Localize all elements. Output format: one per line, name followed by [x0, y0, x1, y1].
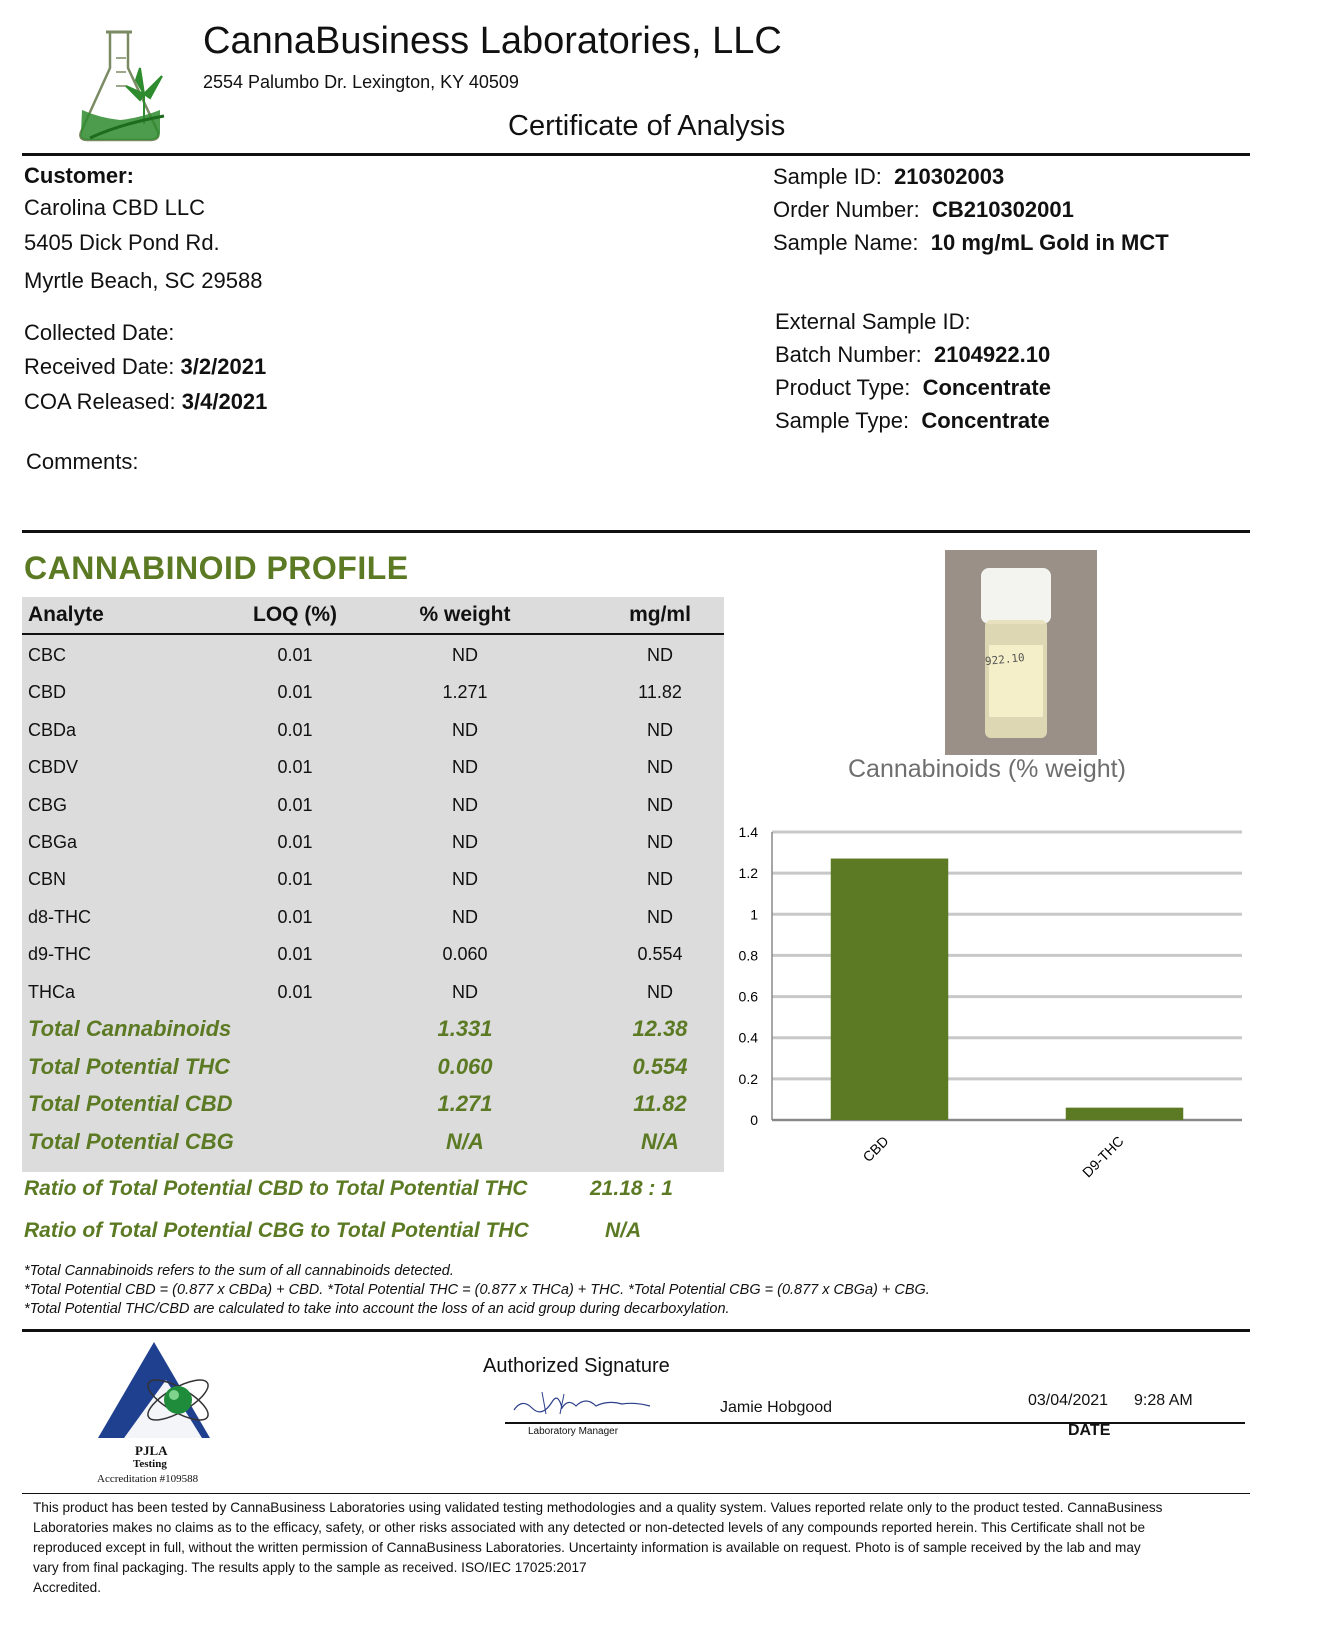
weight-cell: ND — [452, 794, 478, 815]
customer-label: Customer: — [24, 163, 135, 188]
header-analyte: Analyte — [28, 603, 104, 626]
signer-role: Laboratory Manager — [528, 1426, 619, 1437]
product-type: Product Type: Concentrate — [775, 375, 1051, 400]
lab-name: CannaBusiness Laboratories, LLC — [203, 20, 782, 62]
loq-cell: 0.01 — [277, 906, 313, 927]
mgml-cell: ND — [647, 906, 673, 927]
y-tick-label: 1.2 — [738, 865, 758, 882]
loq-cell: 0.01 — [277, 794, 313, 815]
customer-city: Myrtle Beach, SC 29588 — [24, 268, 263, 293]
analyte-cell: CBGa — [28, 832, 78, 852]
analyte-cell: CBD — [28, 682, 67, 703]
disclaimer-line: Laboratories makes no claims as to the efficacy, safety, or other risks associated with any detected or non-detected levels of any compounds reported herein. This Certificate shall not be — [33, 1520, 1145, 1535]
ratio-cbg-thc-label: Ratio of Total Potential CBG to Total Potential THC — [24, 1219, 529, 1242]
profile-title: CANNABINOID PROFILE — [24, 550, 409, 586]
batch-number: Batch Number: 2104922.10 — [775, 342, 1051, 367]
weight-cell: ND — [452, 645, 478, 665]
ratio-cbd-thc-value: 21.18 : 1 — [590, 1177, 673, 1200]
weight-cell: ND — [452, 757, 478, 778]
weight-cell: ND — [452, 906, 478, 927]
y-tick-label: 1.4 — [738, 824, 758, 840]
disclaimer-line: vary from final packaging. The results apply to the sample as received. ISO/IEC 17025:2017 — [33, 1560, 587, 1575]
handwritten-signature — [512, 1388, 652, 1420]
mgml-cell: ND — [647, 645, 673, 665]
y-tick-label: 0.8 — [738, 947, 758, 964]
pjla-logo — [94, 1340, 214, 1440]
loq-cell: 0.01 — [277, 869, 313, 890]
bar-cbd — [831, 859, 949, 1120]
total-weight: 0.060 — [437, 1053, 493, 1079]
coa-released-date: COA Released: 3/4/2021 — [24, 389, 268, 414]
order-number: Order Number: CB210302001 — [773, 197, 1074, 222]
y-tick-label: 0.4 — [738, 1029, 758, 1046]
loq-cell: 0.01 — [277, 682, 313, 703]
total-weight: N/A — [446, 1128, 484, 1154]
pjla-org: PJLA — [135, 1443, 168, 1458]
signature-line — [505, 1422, 1245, 1424]
y-tick-label: 0.2 — [738, 1070, 758, 1087]
footnote-1: *Total Cannabinoids refers to the sum of all cannabinoids detected. — [24, 1263, 454, 1279]
weight-cell: 1.271 — [442, 682, 488, 703]
comments-label: Comments: — [26, 449, 139, 474]
mgml-cell: ND — [647, 869, 673, 890]
lab-address: 2554 Palumbo Dr. Lexington, KY 40509 — [203, 72, 519, 92]
loq-cell: 0.01 — [277, 944, 313, 965]
sample-photo — [945, 550, 1097, 755]
y-tick-label: 1 — [750, 906, 758, 923]
ratio-cbd-thc-label: Ratio of Total Potential CBD to Total Potential THC — [24, 1177, 528, 1200]
mgml-cell: ND — [647, 757, 673, 778]
header-underline — [22, 633, 724, 635]
cannabinoid-bar-chart — [730, 815, 1250, 1195]
footnote-2: *Total Potential CBD = (0.877 x CBDa) + CBD. *Total Potential THC = (0.877 x THCa) + THC. *Total Potential CBG = (0.877 x CBGa) + CBG. — [24, 1282, 930, 1298]
total-label: Total Potential THC — [28, 1053, 231, 1079]
total-label: Total Potential CBD — [28, 1091, 233, 1116]
mgml-cell: ND — [647, 832, 673, 852]
signature-time: 9:28 AM — [1134, 1392, 1193, 1409]
header-weight: % weight — [419, 603, 511, 626]
mgml-cell: ND — [647, 981, 673, 1002]
analyte-cell: CBC — [28, 645, 67, 665]
customer-street: 5405 Dick Pond Rd. — [24, 230, 220, 255]
mgml-cell: ND — [647, 794, 673, 815]
analyte-cell: CBDa — [28, 719, 77, 740]
header-divider — [22, 153, 1250, 156]
weight-cell: 0.060 — [442, 944, 488, 965]
footnote-3: *Total Potential THC/CBD are calculated to take into account the loss of an acid group during decarboxylation. — [24, 1301, 730, 1317]
total-weight: 1.331 — [437, 1016, 493, 1041]
analyte-cell: CBG — [28, 794, 68, 815]
ratio-cbg-thc-value: N/A — [605, 1219, 642, 1242]
x-tick-label: CBD — [859, 1132, 892, 1166]
disclaimer-line: reproduced except in full, without the written permission of CannaBusiness Laboratories. Uncertainty information is available on request. Photo is of sample received by the lab and may — [33, 1540, 1141, 1555]
loq-cell: 0.01 — [277, 645, 313, 665]
weight-cell: ND — [452, 981, 478, 1002]
disclaimer-box — [22, 1493, 1250, 1494]
signer-name: Jamie Hobgood — [720, 1399, 833, 1416]
weight-cell: ND — [452, 869, 478, 890]
disclaimer-line: Accredited. — [33, 1580, 102, 1595]
chart-title: Cannabinoids (% weight) — [848, 755, 1126, 783]
pjla-sub: Testing — [133, 1458, 167, 1470]
received-date: Received Date: 3/2/2021 — [24, 354, 267, 379]
sample-name: Sample Name: 10 mg/mL Gold in MCT — [773, 230, 1169, 255]
signature-divider — [22, 1329, 1250, 1332]
mgml-cell: ND — [647, 719, 673, 740]
y-tick-label: 0 — [750, 1112, 758, 1128]
mgml-cell: 11.82 — [638, 682, 682, 703]
disclaimer — [33, 1498, 1245, 1598]
analyte-cell: CBN — [28, 869, 67, 890]
loq-cell: 0.01 — [277, 832, 313, 852]
weight-cell: ND — [452, 832, 478, 852]
disclaimer-line: This product has been tested by CannaBusiness Laboratories using validated testing methodologies and a quality system. Values reported relate only to the product tested. CannaBusiness — [33, 1500, 1163, 1515]
total-label: Total Potential CBG — [28, 1128, 234, 1154]
y-tick-label: 0.6 — [738, 988, 758, 1005]
pjla-number: Accreditation #109588 — [97, 1473, 199, 1485]
total-mgml: 11.82 — [633, 1091, 687, 1116]
vial-label: 922.10 — [984, 650, 1026, 669]
weight-cell: ND — [452, 719, 478, 740]
analyte-cell: d9-THC — [28, 944, 92, 965]
customer-name: Carolina CBD LLC — [24, 195, 205, 220]
lab-logo — [70, 28, 170, 146]
loq-cell: 0.01 — [277, 757, 313, 778]
sample-id: Sample ID: 210302003 — [773, 164, 1005, 189]
analyte-cell: CBDV — [28, 757, 79, 778]
total-mgml: N/A — [641, 1128, 679, 1154]
analyte-cell: THCa — [28, 981, 76, 1002]
header-loq: LOQ (%) — [253, 603, 337, 626]
loq-cell: 0.01 — [277, 981, 313, 1002]
collected-date: Collected Date: — [24, 320, 175, 345]
analyte-cell: d8-THC — [28, 906, 92, 927]
loq-cell: 0.01 — [277, 719, 313, 740]
date-label: DATE — [1068, 1422, 1111, 1439]
external-sample-id: External Sample ID: — [775, 309, 971, 334]
total-weight: 1.271 — [437, 1091, 493, 1116]
total-mgml: 12.38 — [632, 1016, 688, 1041]
document-title: Certificate of Analysis — [508, 110, 786, 142]
signature-date: 03/04/2021 — [1028, 1392, 1109, 1409]
x-tick-label: D9-THC — [1079, 1132, 1127, 1181]
header-mgml: mg/ml — [629, 603, 691, 626]
bar-d9-thc — [1066, 1108, 1184, 1120]
mgml-cell: 0.554 — [637, 944, 683, 965]
section-divider — [22, 530, 1250, 533]
signature-title: Authorized Signature — [483, 1355, 670, 1377]
total-mgml: 0.554 — [632, 1053, 688, 1079]
total-label: Total Cannabinoids — [28, 1016, 232, 1041]
sample-type: Sample Type: Concentrate — [775, 408, 1050, 433]
